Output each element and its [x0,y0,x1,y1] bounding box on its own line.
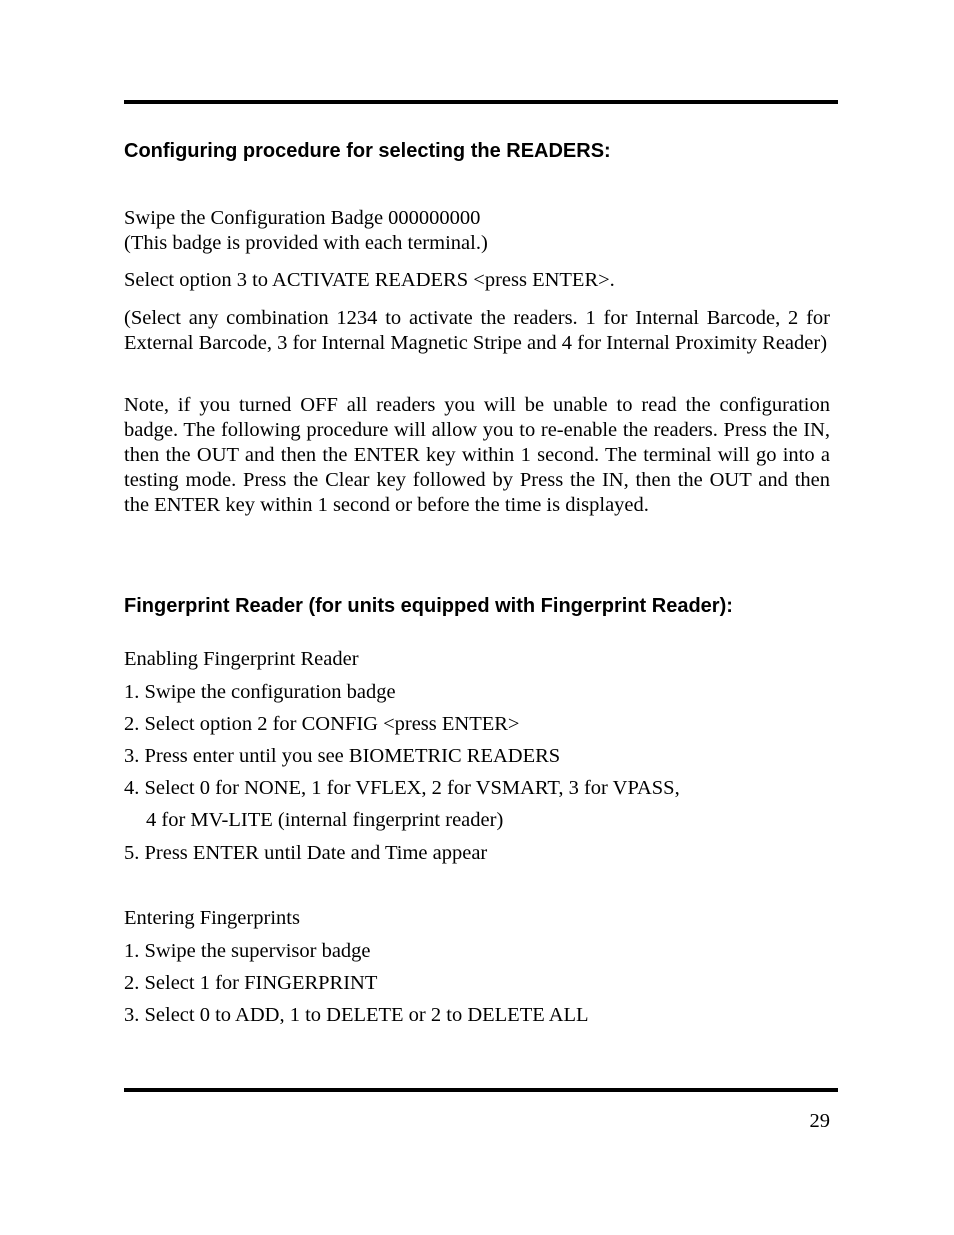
select-option-instruction: Select option 3 to ACTIVATE READERS <press ENTER>. [124,269,615,291]
enabling-step: 3. Press enter until you see BIOMETRIC READERS [124,745,561,767]
entering-step: 2. Select 1 for FINGERPRINT [124,972,378,994]
entering-step: 1. Swipe the supervisor badge [124,940,371,962]
page-number: 29 [809,1110,830,1132]
section-heading-fingerprint: Fingerprint Reader (for units equipped with Fingerprint Reader): [124,595,733,617]
enabling-step: 2. Select option 2 for CONFIG <press ENTER> [124,713,520,735]
entering-step: 3. Select 0 to ADD, 1 to DELETE or 2 to DELETE ALL [124,1004,589,1026]
section-heading-readers: Configuring procedure for selecting the READERS: [124,140,611,162]
badge-instruction-line1: Swipe the Configuration Badge 000000000 [124,207,481,229]
bottom-rule [124,1088,838,1092]
entering-title: Entering Fingerprints [124,907,300,929]
readers-off-note: Note, if you turned OFF all readers you will be unable to read the configuration badge. The following procedure will allow you to re-enable the readers. Press the IN, then the OUT and then the ENTER key within 1 second. The terminal will go into a testing mode. Press the Clear key followed by Press the IN, then the OUT and then the ENTER key within 1 second or before the time is displayed. [124,394,830,516]
enabling-step-continuation: 4 for MV-LITE (internal fingerprint reader) [146,809,504,831]
enabling-title: Enabling Fingerprint Reader [124,648,359,670]
enabling-step: 1. Swipe the configuration badge [124,681,396,703]
combination-note: (Select any combination 1234 to activate the readers. 1 for Internal Barcode, 2 for External Barcode, 3 for Internal Magnetic Stripe and 4 for Internal Proximity Reader) [124,307,830,354]
enabling-step: 4. Select 0 for NONE, 1 for VFLEX, 2 for VSMART, 3 for VPASS, [124,777,680,799]
badge-instruction-line2: (This badge is provided with each terminal.) [124,232,488,254]
badge-instruction [124,206,830,256]
top-rule [124,100,838,104]
enabling-step: 5. Press ENTER until Date and Time appear [124,842,488,864]
